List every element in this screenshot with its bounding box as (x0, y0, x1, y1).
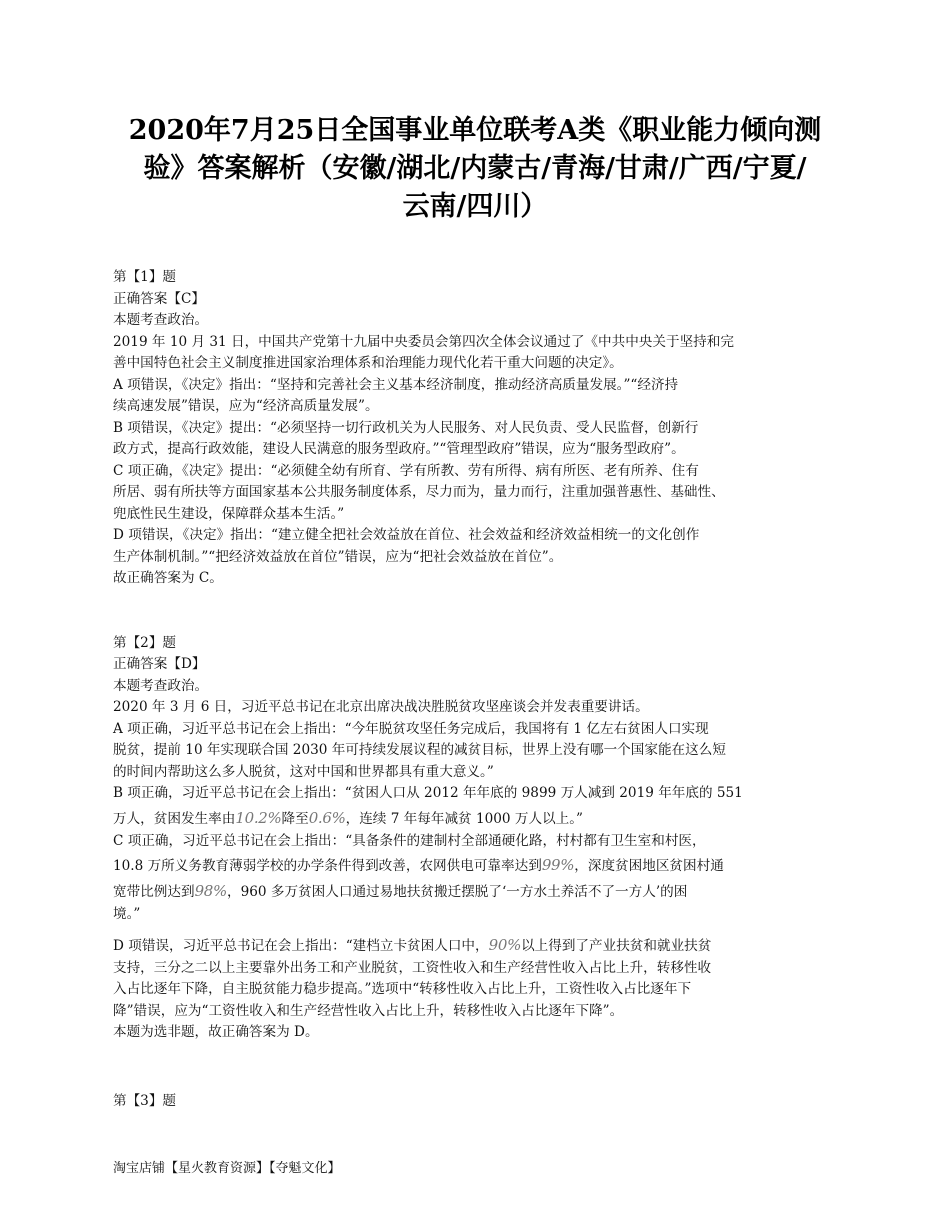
answer-line: 正确答案【D】 (113, 656, 206, 672)
intro-line: 2020 年 3 月 6 日，习近平总书记在北京出席决战决胜脱贫攻坚座谈会并发表重要讲话。 (113, 699, 649, 715)
option-b-line (113, 805, 848, 831)
option-b-line: 政方式，提高行政效能，建设人民满意的服务型政府。”“管理型政府”错误，应为“服务型政府”。 (113, 441, 685, 457)
spacer (113, 1044, 848, 1091)
page-title (100, 112, 850, 226)
question-heading: 第【1】题 (113, 269, 177, 285)
text-span: 降至 (281, 810, 309, 827)
percent-figure: 90% (488, 935, 522, 954)
spacer (113, 590, 848, 633)
option-d-line: 入占比逐年下降，自主脱贫能力稳步提高。”选项中“转移性收入占比上升，工资性收入占比逐年下 (113, 981, 692, 997)
option-c-line: 境。” (113, 906, 141, 922)
question-2 (113, 633, 848, 1044)
text-span: ，连续 7 年每年减贫 1000 万人以上。” (345, 810, 584, 827)
percent-figure: 0.6% (308, 808, 346, 827)
text-span: ，深度贫困地区贫困村通 (574, 858, 724, 874)
text-span: 以上得到了产业扶贫和就业扶贫 (521, 937, 712, 954)
title-line-1: 2020年7月25日全国事业单位联考A类《职业能力倾向测 (128, 115, 822, 146)
percent-figure: 98% (194, 882, 228, 900)
option-a-line: A 项正确，习近平总书记在会上指出：“今年脱贫攻坚任务完成后，我国将有 1 亿左右贫困人口实现 (113, 720, 709, 737)
document-body (113, 267, 848, 1112)
title-line-2: 验》答案解析（安徽/湖北/内蒙古/青海/甘肃/广西/宁夏/ (143, 153, 807, 184)
answer-line: 正确答案【C】 (113, 290, 205, 307)
percent-figure: 10.2% (235, 808, 282, 827)
text-span: 宽带比例达到 (113, 884, 195, 900)
option-d-line: 生产体制机制。”“把经济效益放在首位”错误，应为“把社会效益放在首位”。 (113, 548, 563, 565)
title-line-3: 云南/四川） (402, 191, 548, 222)
option-c-line: C 项正确，《决定》提出：“必须健全幼有所育、学有所教、劳有所得、病有所医、老有所养、住有 (113, 462, 699, 479)
option-b-line: B 项正确，习近平总书记在会上指出：“贫困人口从 2012 年年底的 9899 万人减到 2019 年年底的 551 (113, 785, 743, 801)
option-d-line: 支持，三分之二以上主要靠外出务工和产业脱贫，工资性收入和生产经营性收入占比上升，转移性收 (113, 959, 712, 976)
question-3 (113, 1091, 848, 1113)
option-c-line: 所居、弱有所扶等方面国家基本公共服务制度体系，尽力而为，量力而行，注重加强普惠性、基础性、 (113, 484, 725, 500)
option-b-line: B 项错误，《决定》提出：“必须坚持一切行政机关为人民服务、对人民负责、受人民监督，创新行 (113, 419, 699, 436)
text-span: D 项错误，习近平总书记在会上指出：“建档立卡贫困人口中， (113, 937, 489, 954)
option-d-line (113, 932, 848, 958)
option-c-line: C 项正确，习近平总书记在会上指出：“具备条件的建制村全部通硬化路，村村都有卫生室和村医， (113, 832, 706, 849)
percent-figure: 99% (541, 856, 575, 874)
option-a-line: 脱贫，提前 10 年实现联合国 2030 年可持续发展议程的减贫目标，世界上没有哪一个国家能在这么短 (113, 742, 726, 758)
intro-line: 善中国特色社会主义制度推进国家治理体系和治理能力现代化若干重大问题的决定》。 (113, 355, 623, 371)
option-a-line: 的时间内帮助这么多人脱贫，这对中国和世界都具有重大意义。” (113, 763, 494, 780)
text-span: 万人，贫困发生率由 (113, 810, 236, 827)
footer-shop-note: 淘宝店铺【星火教育资源】【夺魁文化】 (113, 1161, 341, 1176)
conclusion-line: 故正确答案为 C。 (113, 570, 223, 586)
option-a-line: A 项错误，《决定》指出：“坚持和完善社会主义基本经济制度，推动经济高质量发展。”“经济持 (113, 376, 679, 393)
text-span: 10.8 万所义务教育薄弱学校的办学条件得到改善，农网供电可靠率达到 (113, 858, 542, 874)
conclusion-line: 本题为选非题，故正确答案为 D。 (113, 1024, 319, 1040)
option-a-line: 续高速发展”错误，应为“经济高质量发展”。 (113, 398, 379, 414)
question-heading: 第【3】题 (113, 1092, 177, 1109)
topic-line: 本题考查政治。 (113, 677, 209, 694)
text-span: ，960 多万贫困人口通过易地扶贫搬迁摆脱了‘一方水土养活不了一方人’的困 (227, 884, 688, 900)
intro-line: 2019 年 10 月 31 日，中国共产党第十九届中央委员会第四次全体会议通过了《中共中央关于坚持和完 (113, 333, 734, 350)
option-d-line: 降”错误，应为“工资性收入和生产经营性收入占比上升，转移性收入占比逐年下降”。 (113, 1002, 624, 1019)
question-1 (113, 267, 848, 590)
question-heading: 第【2】题 (113, 634, 177, 651)
option-c-line (113, 852, 848, 878)
option-d-line: D 项错误，《决定》指出：“建立健全把社会效益放在首位、社会效益和经济效益相统一的文化创作 (113, 527, 700, 543)
option-c-line: 兜底性民生建设，保障群众基本生活。” (113, 505, 345, 522)
topic-line: 本题考查政治。 (113, 312, 209, 328)
option-c-line (113, 878, 848, 904)
